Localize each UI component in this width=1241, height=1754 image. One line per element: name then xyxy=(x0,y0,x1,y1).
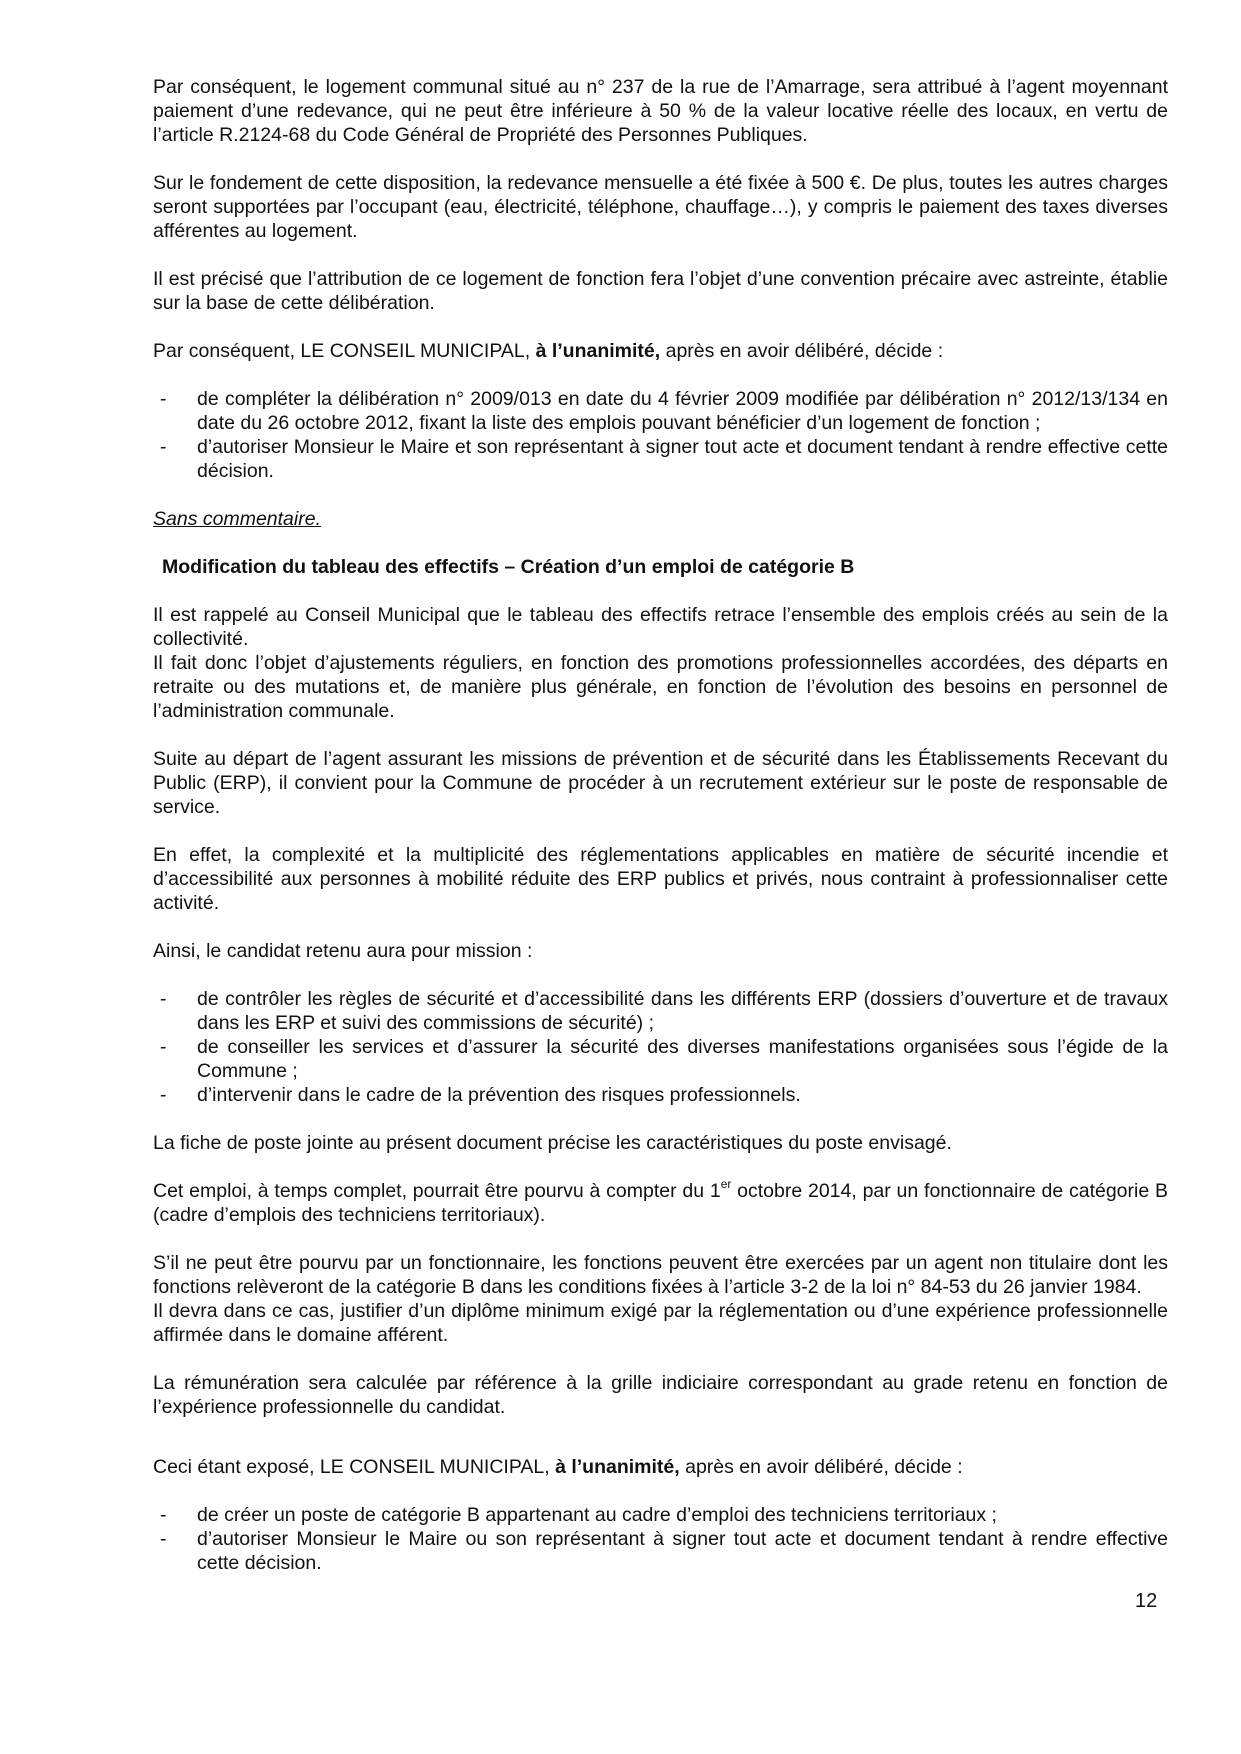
list-item: - de conseiller les services et d’assurer la sécurité des diverses manifestations organisées sous l’égide de la Commune ; xyxy=(153,1035,1168,1083)
sans-commentaire: Sans commentaire. xyxy=(153,508,321,530)
paragraph-non-titulaire: S’il ne peut être pourvu par un fonctionnaire, les fonctions peuvent être exercées par un agent non titulaire dont les fonctions relèveront de la catégorie B dans les conditions fixées à l’article 3-2 de la loi n° 84-53 du 26 janvier 1984. xyxy=(153,1252,1168,1298)
list-item: - d’autoriser Monsieur le Maire ou son représentant à signer tout acte et document tendant à rendre effective cette décision. xyxy=(153,1527,1168,1575)
paragraph-depart-agent: Suite au départ de l’agent assurant les missions de prévention et de sécurité dans les Établissements Recevant du Public (ERP), il convient pour la Commune de procéder à un recrutement extérieur sur le poste de responsable de service. xyxy=(153,748,1168,818)
paragraph-ajustements: Il fait donc l’objet d’ajustements réguliers, en fonction des promotions professionnelles accordées, des départs en retraite ou des mutations et, de manière plus générale, en fonction de l’évolution des besoins en personnel de l’administration communale. xyxy=(153,652,1168,722)
section-title: Modification du tableau des effectifs – Création d’un emploi de catégorie B xyxy=(162,556,855,578)
paragraph-complexite: En effet, la complexité et la multiplicité des réglementations applicables en matière de sécurité incendie et d’accessibilité aux personnes à mobilité réduite des ERP publics et privés, nous contraint à professionnaliser cette activité. xyxy=(153,844,1168,914)
list-item: - d’autoriser Monsieur le Maire et son représentant à signer tout acte et document tendant à rendre effective cette décision. xyxy=(153,435,1168,483)
unanimite-label: à l’unanimité, xyxy=(555,1456,680,1478)
paragraph-temps-complet: Cet emploi, à temps complet, pourrait être pourvu à compter du 1er octobre 2014, par un fonctionnaire de catégorie B (cadre d’emplois des techniciens territoriaux). xyxy=(153,1176,1168,1226)
decision-list-2 xyxy=(153,1503,1168,1575)
page-number: 12 xyxy=(1135,1590,1158,1612)
paragraph-decision-1: Par conséquent, LE CONSEIL MUNICIPAL, à l’unanimité, après en avoir délibéré, décide : xyxy=(153,340,944,362)
paragraph-missions-intro: Ainsi, le candidat retenu aura pour mission : xyxy=(153,940,533,962)
paragraph-remuneration: La rémunération sera calculée par référence à la grille indiciaire correspondant au grade retenu en fonction de l’expérience professionnelle du candidat. xyxy=(153,1372,1168,1418)
missions-list xyxy=(153,987,1168,1107)
list-item: - de compléter la délibération n° 2009/013 en date du 4 février 2009 modifiée par délibération n° 2012/13/134 en date du 26 octobre 2012, fixant la liste des emplois pouvant bénéficier d’un logement de fonction ; xyxy=(153,387,1168,435)
list-item: - d’intervenir dans le cadre de la prévention des risques professionnels. xyxy=(153,1083,1168,1107)
paragraph-logement-attribution: Par conséquent, le logement communal situé au n° 237 de la rue de l’Amarrage, sera attribué à l’agent moyennant paiement d’une redevance, qui ne peut être inférieure à 50 % de la valeur locative réelle des locaux, en vertu de l’article R.2124-68 du Code Général de Propriété des Personnes Publiques. xyxy=(153,76,1168,146)
paragraph-fiche-poste: La fiche de poste jointe au présent document précise les caractéristiques du poste envisagé. xyxy=(153,1132,952,1154)
paragraph-decision-2: Ceci étant exposé, LE CONSEIL MUNICIPAL, à l’unanimité, après en avoir délibéré, décide : xyxy=(153,1456,963,1478)
paragraph-tableau-effectifs: Il est rappelé au Conseil Municipal que le tableau des effectifs retrace l’ensemble des emplois créés au sein de la collectivité. xyxy=(153,604,1168,650)
paragraph-convention: Il est précisé que l’attribution de ce logement de fonction fera l’objet d’une convention précaire avec astreinte, établie sur la base de cette délibération. xyxy=(153,268,1168,314)
paragraph-redevance: Sur le fondement de cette disposition, la redevance mensuelle a été fixée à 500 €. De plus, toutes les autres charges seront supportées par l’occupant (eau, électricité, téléphone, chauffage…), y compris le paiement des taxes diverses afférentes au logement. xyxy=(153,172,1168,242)
spacer xyxy=(153,1443,1168,1455)
decision-list-1 xyxy=(153,387,1168,483)
unanimite-label: à l’unanimité, xyxy=(535,340,661,362)
list-item: - de créer un poste de catégorie B appartenant au cadre d’emploi des techniciens territoriaux ; xyxy=(153,1503,1168,1527)
paragraph-diplome: Il devra dans ce cas, justifier d’un diplôme minimum exigé par la réglementation ou d’une expérience professionnelle affirmée dans le domaine afférent. xyxy=(153,1300,1168,1346)
list-item: - de contrôler les règles de sécurité et d’accessibilité dans les différents ERP (dossiers d’ouverture et de travaux dans les ERP et suivi des commissions de sécurité) ; xyxy=(153,987,1168,1035)
document-body xyxy=(153,75,1168,1599)
